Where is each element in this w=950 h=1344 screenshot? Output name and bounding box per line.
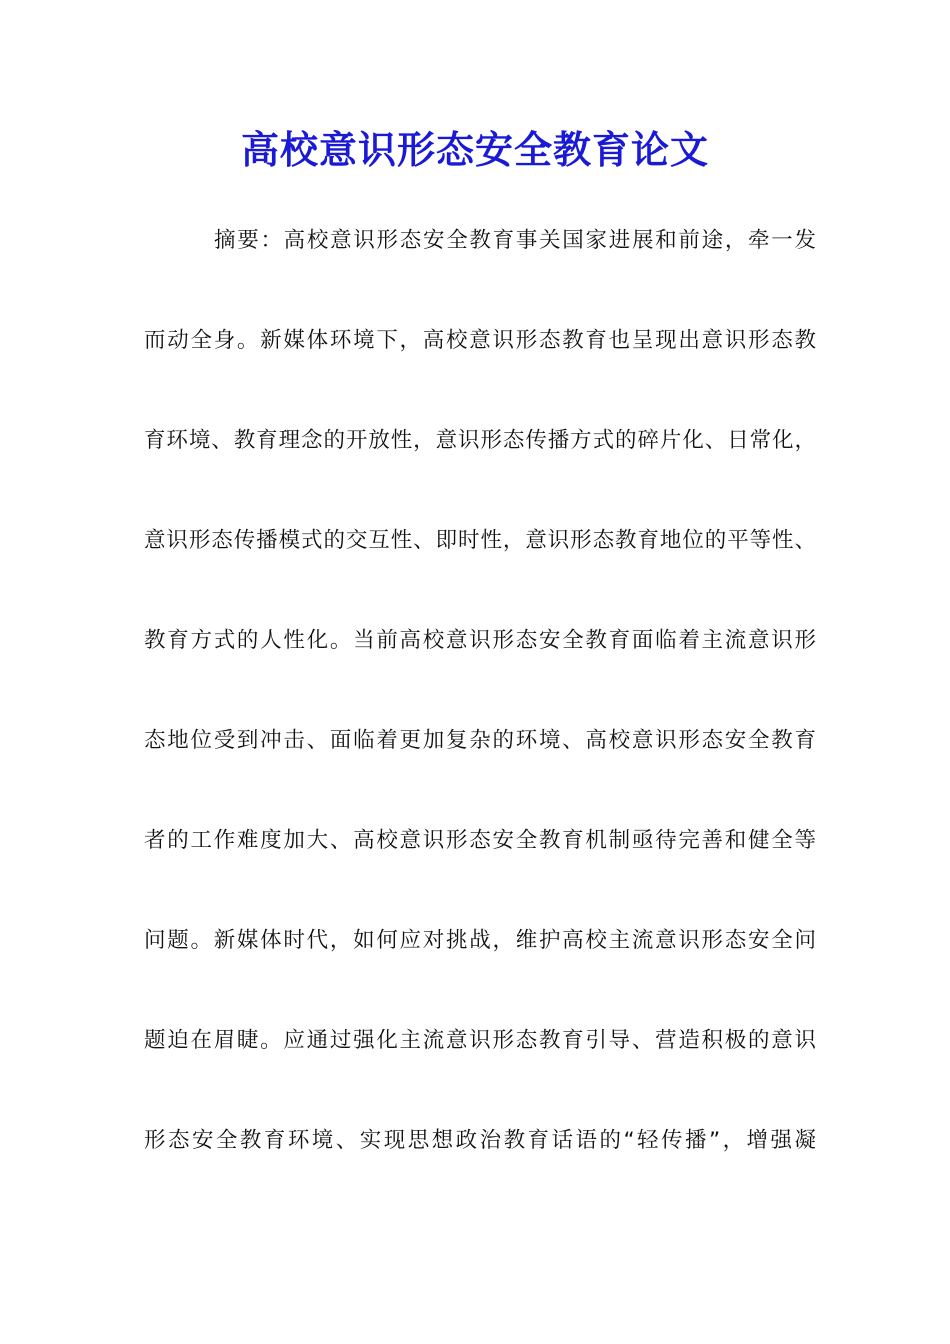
paragraph-line: 教育方式的人性化。当前高校意识形态安全教育面临着主流意识形 — [144, 628, 816, 653]
paragraph-line: 摘要：高校意识形态安全教育事关国家进展和前途，牵一发 — [214, 228, 816, 253]
paragraph-line: 者的工作难度加大、高校意识形态安全教育机制亟待完善和健全等 — [144, 828, 816, 853]
paragraph-line: 态地位受到冲击、面临着更加复杂的环境、高校意识形态安全教育 — [144, 728, 816, 753]
paragraph-line: 意识形态传播模式的交互性、即时性，意识形态教育地位的平等性、 — [144, 528, 816, 553]
paragraph-line: 形态安全教育环境、实现思想政治教育话语的“轻传播”，增强凝 — [144, 1128, 816, 1153]
paragraph-line: 而动全身。新媒体环境下，高校意识形态教育也呈现出意识形态教 — [144, 328, 816, 353]
document-title: 高校意识形态安全教育论文 — [240, 127, 709, 172]
paragraph-line: 育环境、教育理念的开放性，意识形态传播方式的碎片化、日常化， — [144, 428, 816, 453]
paragraph-line: 题迫在眉睫。应通过强化主流意识形态教育引导、营造积极的意识 — [144, 1028, 816, 1053]
paragraph-line: 问题。新媒体时代，如何应对挑战，维护高校主流意识形态安全问 — [144, 928, 816, 953]
